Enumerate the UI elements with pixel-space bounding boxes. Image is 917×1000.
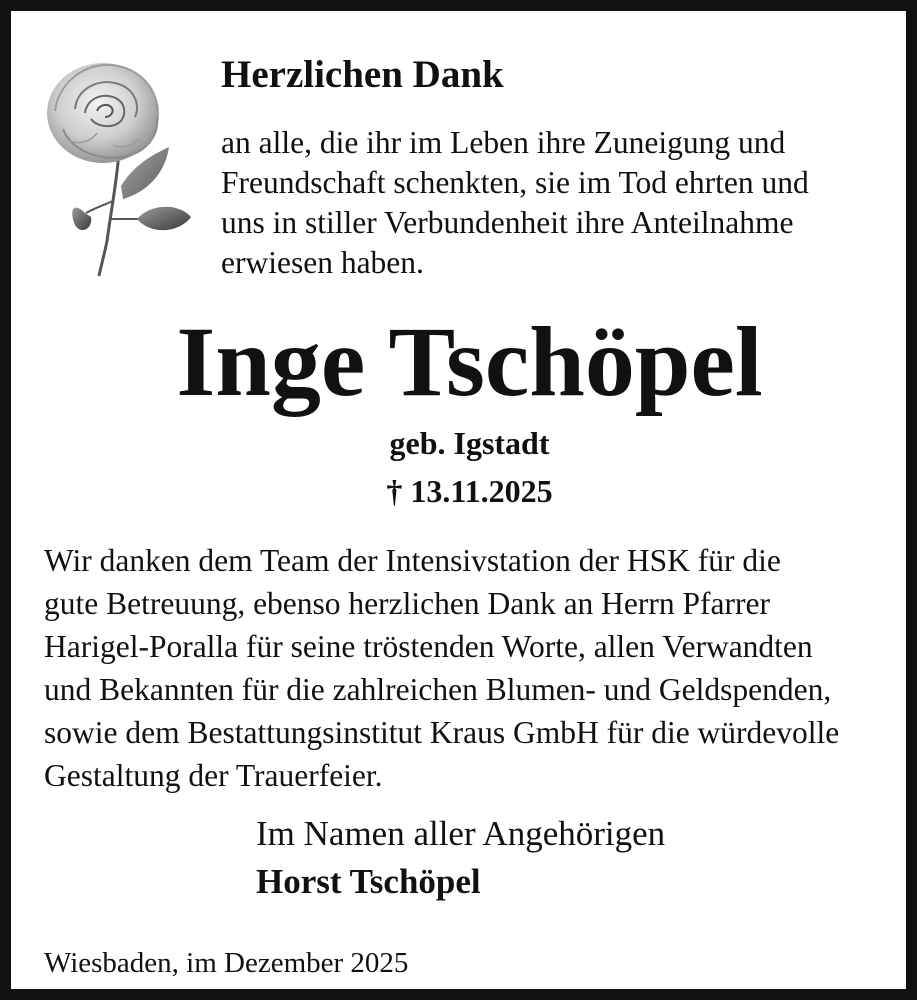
intro-line: uns in stiller Verbundenheit ihre Anteilnahme	[221, 205, 794, 240]
thanks-text	[44, 539, 839, 797]
thanks-line: Harigel-Poralla für seine tröstenden Worte, allen Verwandten	[44, 629, 813, 664]
intro-line: Freundschaft schenkten, sie im Tod ehrten und	[221, 165, 809, 200]
intro-line: an alle, die ihr im Leben ihre Zuneigung und	[221, 125, 786, 160]
intro-line: erwiesen haben.	[221, 245, 424, 280]
thanks-line: Wir danken dem Team der Intensivstation der HSK für die	[44, 543, 781, 578]
place-date: Wiesbaden, im Dezember 2025	[44, 947, 409, 979]
thanks-line: und Bekannten für die zahlreichen Blumen- und Geldspenden,	[44, 672, 832, 707]
signer-name: Horst Tschöpel	[256, 862, 481, 901]
cross-icon: †	[386, 473, 403, 509]
birth-name: geb. Igstadt	[389, 425, 550, 461]
signoff: Im Namen aller Angehörigen	[256, 814, 666, 853]
notice-heading: Herzlichen Dank	[221, 53, 504, 96]
deceased-name: Inge Tschöpel	[176, 306, 763, 417]
thanks-line: gute Betreuung, ebenso herzlichen Dank an Herrn Pfarrer	[44, 586, 770, 621]
thanks-line: sowie dem Bestattungsinstitut Kraus GmbH für die würdevolle	[44, 715, 840, 750]
death-date: 13.11.2025	[410, 473, 553, 509]
rose-icon	[41, 51, 201, 281]
death-date-line	[11, 469, 917, 513]
intro-text	[221, 123, 809, 283]
thanks-line: Gestaltung der Trauerfeier.	[44, 758, 383, 793]
